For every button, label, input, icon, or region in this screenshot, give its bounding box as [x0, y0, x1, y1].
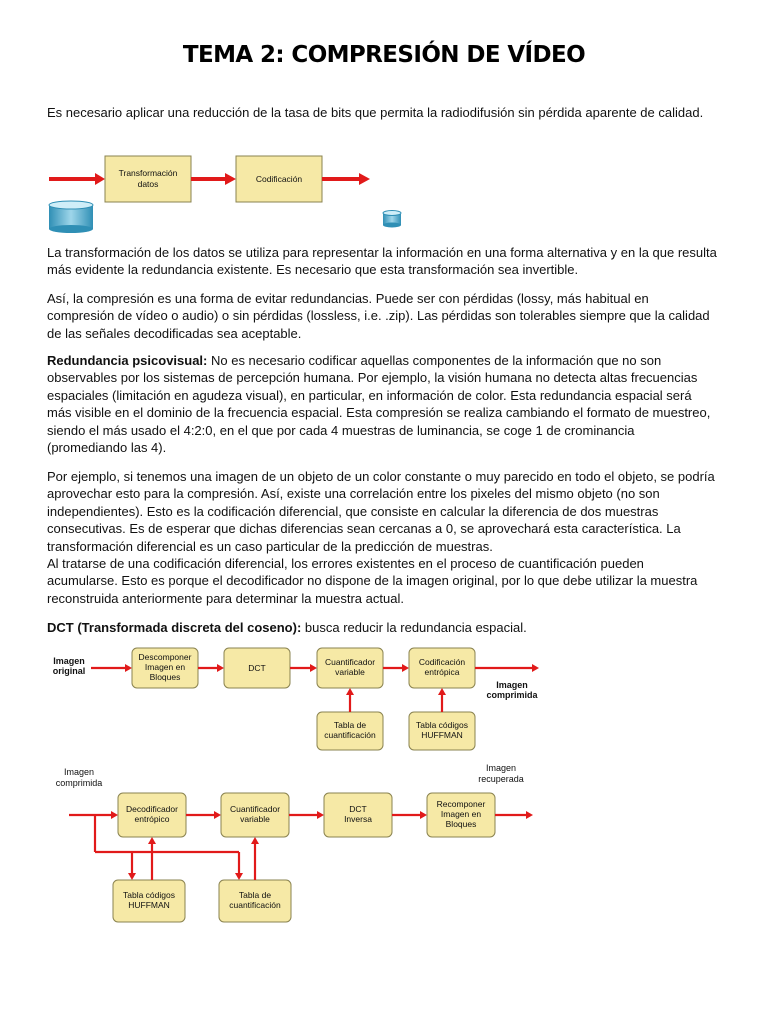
- svg-text:Cuantificador: Cuantificador: [324, 657, 376, 667]
- diagram-dct-encoder: [47, 644, 539, 756]
- box-transformacion-line2: datos: [137, 179, 159, 189]
- paragraph-intro: Es necesario aplicar una reducción de la tasa de bits que permita la radiodifusión sin pérdida aparente de calidad.: [47, 105, 704, 120]
- paragraph-compresion: Así, la compresión es una forma de evitar redundancias. Puede ser con pérdidas (lossy, más habitual en compresión de vídeo o audio) o sin pérdidas (lossless, i.e. .zip). Las pérdidas son tolerables siempre que la calidad de las señales decodificadas sea aceptable.: [47, 291, 710, 341]
- svg-text:Cuantificador: Cuantificador: [229, 804, 281, 814]
- dec-output-line2: recuperada: [478, 774, 524, 784]
- paragraph-dct: DCT (Transformada discreta del coseno): busca reducir la redundancia espacial.: [47, 620, 527, 635]
- svg-text:HUFFMAN: HUFFMAN: [421, 730, 463, 740]
- paragraph-transformacion: La transformación de los datos se utiliza para representar la información en una forma alternativa y en la que resulta más evidente la redundancia existente. Es necesario que esta transformación sea invertible.: [47, 245, 717, 278]
- svg-text:Tabla de: Tabla de: [238, 890, 272, 900]
- svg-text:cuantificación: cuantificación: [324, 730, 376, 740]
- svg-text:Tabla códigos: Tabla códigos: [416, 720, 468, 730]
- diagram-compression-overview: [47, 150, 407, 234]
- svg-text:HUFFMAN: HUFFMAN: [128, 900, 170, 910]
- dec-input-line2: comprimida: [55, 778, 103, 788]
- svg-text:Bloques: Bloques: [149, 672, 181, 682]
- enc-output-line2: comprimida: [486, 690, 538, 700]
- svg-text:cuantificación: cuantificación: [229, 900, 281, 910]
- svg-text:DCT: DCT: [349, 804, 367, 814]
- term-dct: DCT (Transformada discreta del coseno):: [47, 620, 302, 635]
- database-small-icon: [383, 211, 401, 228]
- box-transformacion-line1: Transformación: [118, 168, 178, 178]
- enc-input-line2: original: [52, 666, 86, 676]
- svg-text:entrópica: entrópica: [424, 667, 460, 677]
- svg-text:Bloques: Bloques: [445, 819, 477, 829]
- paragraph-redundancia-psicovisual: Redundancia psicovisual: No es necesario codificar aquellas componentes de la información que no son observables por los sistemas de percepción humana. Por ejemplo, la visión humana no detecta altas frecuencias espaciales (limitación en agudeza visual), en particular, en información de color. Esta redundancia espacial será más visible en el dominio de la frecuencia espacial. Esta compresión se realiza cambiando el formato de muestreo, siendo el más usado el 4:2:0, en el que por cada 4 muestras de luminancia, se coge 1 de crominancia (promediando las 4).: [47, 353, 711, 456]
- svg-text:Codificación: Codificación: [418, 657, 466, 667]
- dec-input-line1: Imagen: [63, 767, 95, 777]
- box-codificacion-label: Codificación: [255, 174, 303, 184]
- svg-text:Inversa: Inversa: [344, 814, 372, 824]
- page-title: TEMA 2: COMPRESIÓN DE VÍDEO: [182, 42, 586, 68]
- svg-text:Tabla de: Tabla de: [333, 720, 367, 730]
- enc-output-line1: Imagen: [496, 680, 528, 690]
- svg-text:entrópico: entrópico: [134, 814, 170, 824]
- svg-text:DCT: DCT: [248, 663, 266, 673]
- term-redundancia-psicovisual: Redundancia psicovisual:: [47, 353, 208, 368]
- svg-text:variable: variable: [240, 814, 270, 824]
- svg-text:variable: variable: [335, 667, 365, 677]
- dec-output-line1: Imagen: [485, 763, 517, 773]
- enc-input-line1: Imagen: [53, 656, 85, 666]
- svg-text:Descomponer: Descomponer: [138, 652, 192, 662]
- paragraph-codificacion-diferencial: Por ejemplo, si tenemos una imagen de un objeto de un color constante o muy parecido en todo el objeto, se podría aprovechar esto para la compresión. Así, existe una correlación entre los pixeles del mismo objeto (no son independientes). Esto es la codificación diferencial, que consiste en calcular la diferencia de dos muestras consecutivas. Es de esperar que dichas diferencias sean cercanas a 0, se aprovechará esta característica. La transformación diferencial es un caso particular de la predicción de muestras. Al tratarse de una codificación diferencial, los errores existentes en el proceso de cuantificación pueden acumularse. Esto es porque el decodificador no dispone de la imagen original, por lo que debe utilizar la muestra reconstruida anteriormente para determinar la muestra actual.: [47, 469, 715, 606]
- svg-text:Recomponer: Recomponer: [436, 799, 486, 809]
- svg-text:Imagen en: Imagen en: [440, 809, 482, 819]
- svg-text:Decodificador: Decodificador: [126, 804, 178, 814]
- diagram-dct-decoder: [47, 760, 539, 926]
- database-large-icon: [49, 201, 93, 233]
- svg-text:Tabla códigos: Tabla códigos: [123, 890, 175, 900]
- svg-text:Imagen en: Imagen en: [144, 662, 186, 672]
